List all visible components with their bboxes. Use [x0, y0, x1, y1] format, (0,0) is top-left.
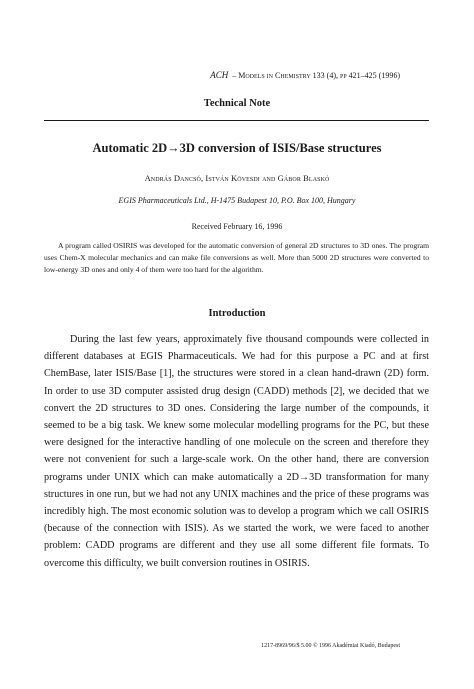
copyright-footer: 1217-8969/96/$ 5.00 © 1996 Akadémiai Kiadó, Budapest [261, 643, 400, 649]
article-type-label: Technical Note [203, 98, 271, 109]
received-date: Received February 16, 1996 [191, 222, 283, 231]
abstract-paragraph: A program called OSIRIS was developed for the automatic conversion of general 2D structures to 3D ones. The program uses Chem-X molecular mechanics and can make file conversions as well. More than 5000 2D structures were converted to low-energy 3D ones and only 4 of them were too hard for the algorithm. [44, 241, 429, 275]
header-rule [44, 120, 429, 121]
paper-title: Automatic 2D→3D conversion of ISIS/Base structures [92, 141, 382, 155]
introduction-paragraph: During the last few years, approximately five thousand compounds were collected in different databases at EGIS Pharmaceuticals. We had for this purpose a PC and at first ChemBase, later ISIS/Base [1], the structures were stored in a clean hand-drawn (2D) form. In order to use 3D computer assisted drug design (CADD) methods [2], we decided that we convert the 2D structures to 3D ones. Considering the large number of the compounds, it seemed to be a big task. We knew some molecular modelling programs for the PC, but these were designed for the interactive handling of one molecule on the screen and therefore they were not convenient for such a large-scale work. On the other hand, there are conversion programs under UNIX which can make automatically a 2D→3D transformation for many structures in one run, but we had not any UNIX machines and the price of these programs was incredibly high. The most economic solution was to develop a program which we call OSIRIS (because of the connection with ISIS). As we started the work, we were faced to another problem: CADD programs are different and they use all some different file formats. To overcome this difficulty, we built conversion routines in OSIRIS. [44, 334, 429, 569]
journal-citation: – Models in Chemistry 133 (4), pp 421–425 (1996) [230, 71, 400, 80]
author-affiliation: EGIS Pharmaceuticals Ltd., H-1475 Budapest 10, P.O. Box 100, Hungary [118, 196, 356, 205]
journal-logo-mark: ACH [210, 70, 229, 80]
running-header [210, 70, 400, 80]
introduction-heading: Introduction [208, 308, 266, 319]
author-list: András Dancsó, István Kövesdi and Gábor Blaskó [144, 173, 330, 183]
